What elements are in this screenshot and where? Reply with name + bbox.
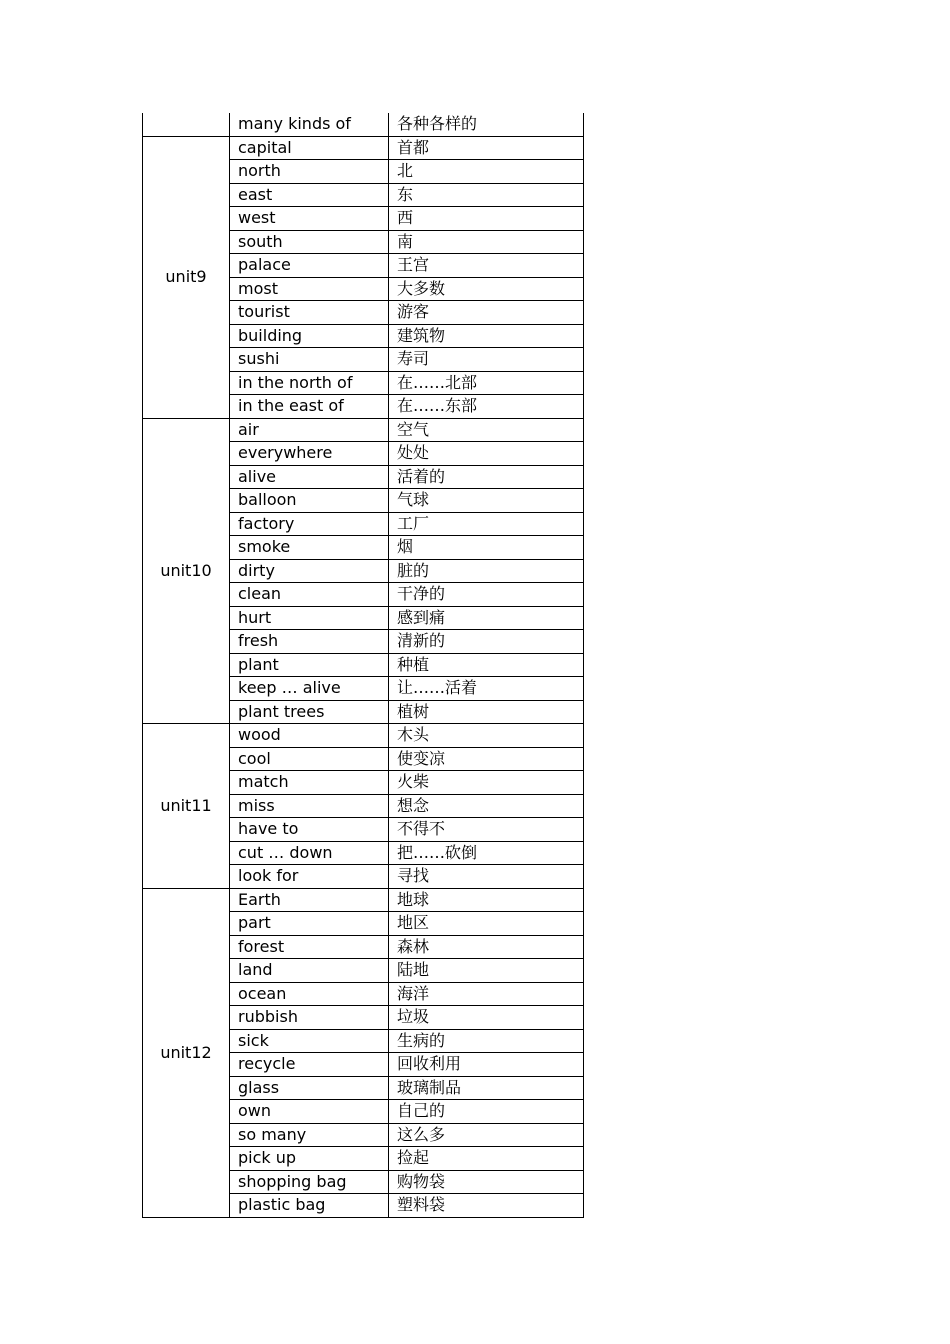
english-word: miss	[230, 794, 389, 818]
english-word: south	[230, 230, 389, 254]
chinese-meaning: 在……东部	[389, 395, 584, 419]
english-word: plastic bag	[230, 1194, 389, 1218]
chinese-meaning: 游客	[389, 301, 584, 325]
chinese-meaning: 东	[389, 183, 584, 207]
chinese-meaning: 把……砍倒	[389, 841, 584, 865]
english-word: sick	[230, 1029, 389, 1053]
english-word: wood	[230, 724, 389, 748]
unit-label: unit9	[143, 136, 230, 418]
chinese-meaning: 感到痛	[389, 606, 584, 630]
unit-label: unit10	[143, 418, 230, 724]
english-word: west	[230, 207, 389, 231]
english-word: hurt	[230, 606, 389, 630]
english-word: match	[230, 771, 389, 795]
vocabulary-table-body	[143, 113, 584, 1217]
english-word: palace	[230, 254, 389, 278]
english-word: east	[230, 183, 389, 207]
chinese-meaning: 大多数	[389, 277, 584, 301]
english-word: most	[230, 277, 389, 301]
table-row	[143, 136, 584, 160]
chinese-meaning: 西	[389, 207, 584, 231]
chinese-meaning: 种植	[389, 653, 584, 677]
english-word: plant trees	[230, 700, 389, 724]
english-word: cut … down	[230, 841, 389, 865]
table-row	[143, 113, 584, 136]
english-word: rubbish	[230, 1006, 389, 1030]
table-row	[143, 418, 584, 442]
chinese-meaning: 植树	[389, 700, 584, 724]
chinese-meaning: 回收利用	[389, 1053, 584, 1077]
english-word: land	[230, 959, 389, 983]
english-word: recycle	[230, 1053, 389, 1077]
chinese-meaning: 地区	[389, 912, 584, 936]
english-word: own	[230, 1100, 389, 1124]
vocabulary-table	[142, 113, 584, 1218]
chinese-meaning: 生病的	[389, 1029, 584, 1053]
english-word: keep … alive	[230, 677, 389, 701]
chinese-meaning: 空气	[389, 418, 584, 442]
chinese-meaning: 建筑物	[389, 324, 584, 348]
english-word: many kinds of	[230, 113, 389, 136]
chinese-meaning: 南	[389, 230, 584, 254]
english-word: north	[230, 160, 389, 184]
english-word: alive	[230, 465, 389, 489]
english-word: capital	[230, 136, 389, 160]
chinese-meaning: 自己的	[389, 1100, 584, 1124]
english-word: have to	[230, 818, 389, 842]
english-word: sushi	[230, 348, 389, 372]
english-word: forest	[230, 935, 389, 959]
english-word: everywhere	[230, 442, 389, 466]
english-word: factory	[230, 512, 389, 536]
chinese-meaning: 寻找	[389, 865, 584, 889]
chinese-meaning: 工厂	[389, 512, 584, 536]
english-word: so many	[230, 1123, 389, 1147]
chinese-meaning: 各种各样的	[389, 113, 584, 136]
chinese-meaning: 烟	[389, 536, 584, 560]
unit-label: unit12	[143, 888, 230, 1217]
english-word: tourist	[230, 301, 389, 325]
english-word: balloon	[230, 489, 389, 513]
english-word: clean	[230, 583, 389, 607]
chinese-meaning: 购物袋	[389, 1170, 584, 1194]
chinese-meaning: 北	[389, 160, 584, 184]
table-row	[143, 888, 584, 912]
english-word: ocean	[230, 982, 389, 1006]
english-word: in the north of	[230, 371, 389, 395]
chinese-meaning: 寿司	[389, 348, 584, 372]
english-word: Earth	[230, 888, 389, 912]
english-word: plant	[230, 653, 389, 677]
unit-label: unit11	[143, 724, 230, 889]
english-word: building	[230, 324, 389, 348]
english-word: air	[230, 418, 389, 442]
chinese-meaning: 干净的	[389, 583, 584, 607]
chinese-meaning: 活着的	[389, 465, 584, 489]
english-word: dirty	[230, 559, 389, 583]
english-word: part	[230, 912, 389, 936]
chinese-meaning: 清新的	[389, 630, 584, 654]
chinese-meaning: 想念	[389, 794, 584, 818]
chinese-meaning: 不得不	[389, 818, 584, 842]
chinese-meaning: 让……活着	[389, 677, 584, 701]
chinese-meaning: 王宫	[389, 254, 584, 278]
english-word: look for	[230, 865, 389, 889]
chinese-meaning: 首都	[389, 136, 584, 160]
chinese-meaning: 捡起	[389, 1147, 584, 1171]
chinese-meaning: 陆地	[389, 959, 584, 983]
chinese-meaning: 在……北部	[389, 371, 584, 395]
chinese-meaning: 森林	[389, 935, 584, 959]
unit-label	[143, 113, 230, 136]
chinese-meaning: 处处	[389, 442, 584, 466]
chinese-meaning: 使变凉	[389, 747, 584, 771]
english-word: pick up	[230, 1147, 389, 1171]
chinese-meaning: 木头	[389, 724, 584, 748]
english-word: glass	[230, 1076, 389, 1100]
chinese-meaning: 玻璃制品	[389, 1076, 584, 1100]
table-row	[143, 724, 584, 748]
chinese-meaning: 这么多	[389, 1123, 584, 1147]
chinese-meaning: 气球	[389, 489, 584, 513]
chinese-meaning: 塑料袋	[389, 1194, 584, 1218]
english-word: cool	[230, 747, 389, 771]
english-word: shopping bag	[230, 1170, 389, 1194]
chinese-meaning: 脏的	[389, 559, 584, 583]
english-word: in the east of	[230, 395, 389, 419]
chinese-meaning: 地球	[389, 888, 584, 912]
english-word: fresh	[230, 630, 389, 654]
chinese-meaning: 海洋	[389, 982, 584, 1006]
english-word: smoke	[230, 536, 389, 560]
chinese-meaning: 火柴	[389, 771, 584, 795]
chinese-meaning: 垃圾	[389, 1006, 584, 1030]
